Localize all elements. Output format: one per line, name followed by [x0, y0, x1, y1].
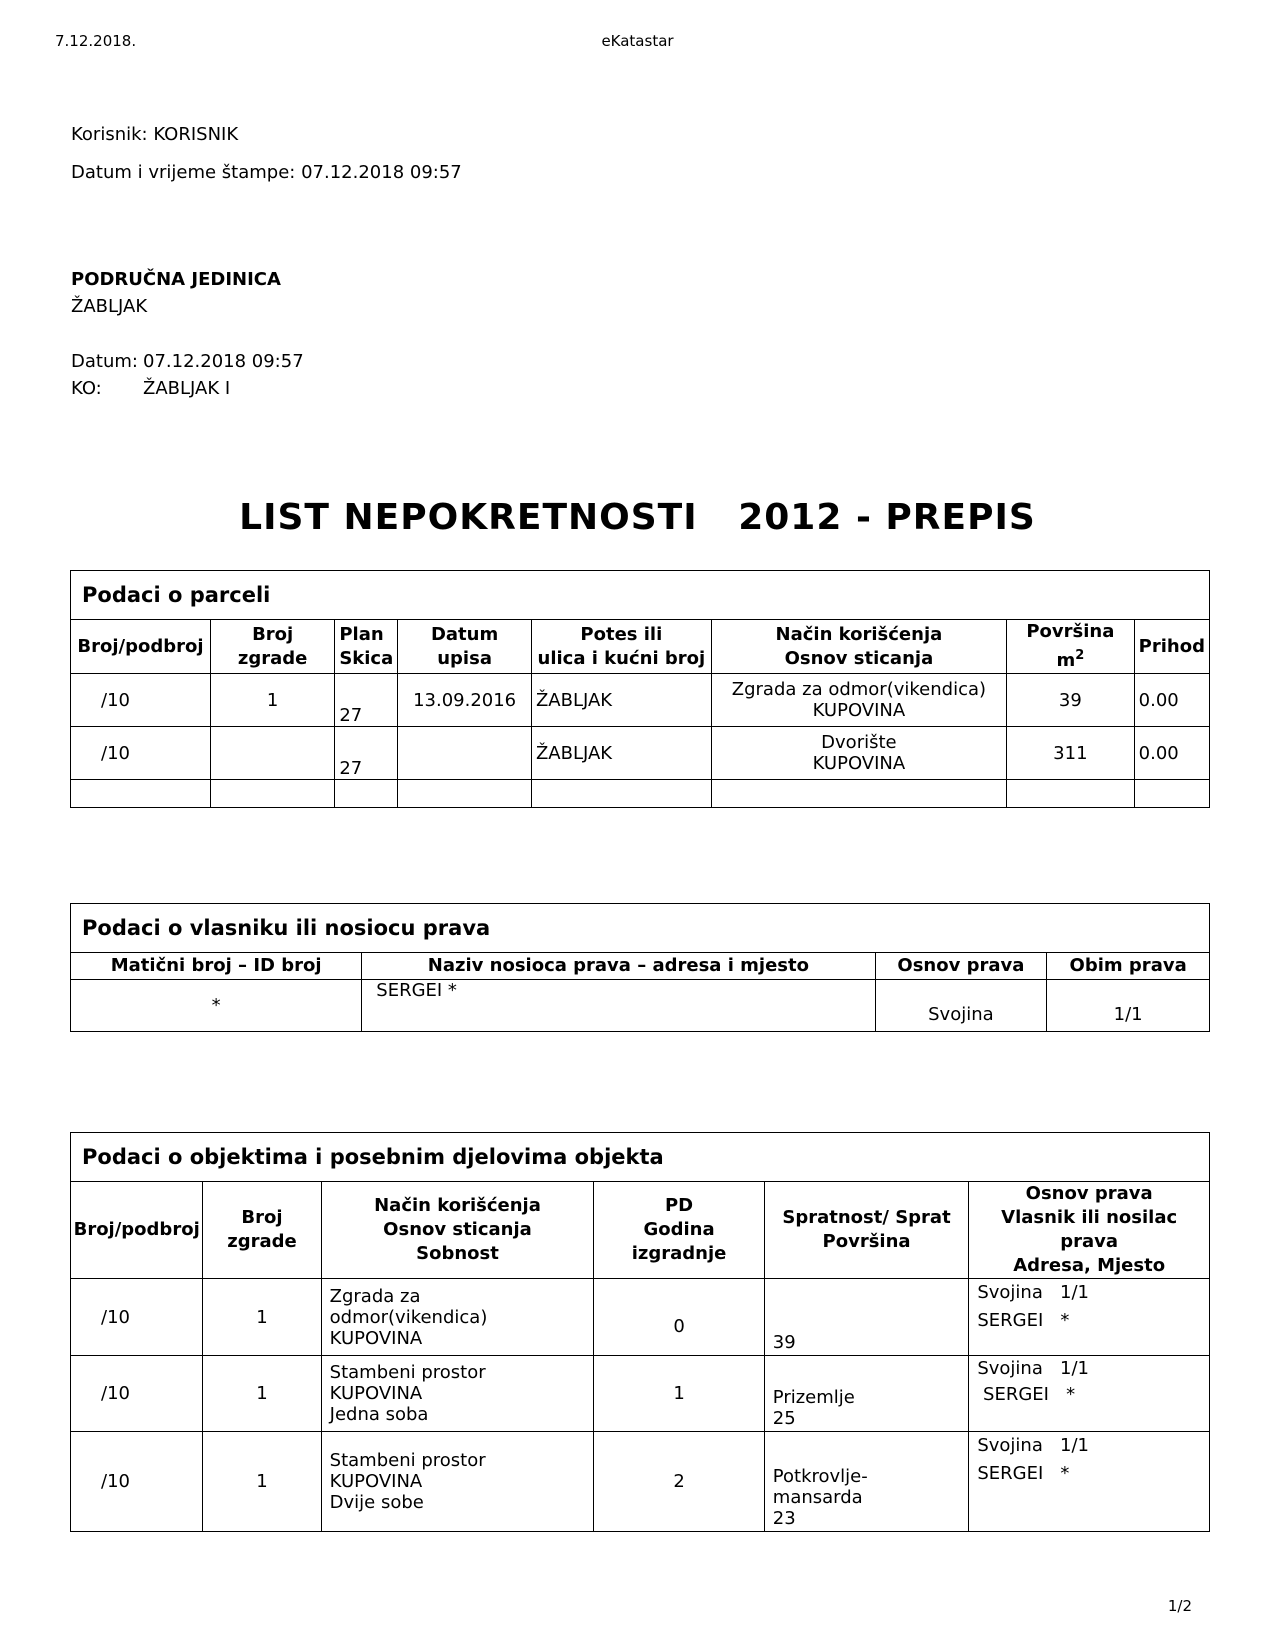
cell-zgrada: 1	[210, 674, 334, 727]
cell-potes: ŽABLJAK	[531, 727, 711, 780]
cell-broj: /10	[71, 727, 211, 780]
cell-nacin: Stambeni prostor KUPOVINA Dvije sobe	[321, 1432, 594, 1532]
cell-nacin: Stambeni prostor KUPOVINA Jedna soba	[321, 1356, 594, 1432]
col-naziv: Naziv nosioca prava – adresa i mjesto	[362, 953, 875, 980]
col-osnov: Osnov prava	[875, 953, 1047, 980]
cell-nacin: Zgrada za odmor(vikendica) KUPOVINA	[321, 1279, 594, 1356]
cell-pd: 1	[594, 1356, 764, 1432]
cell-vlasnik: Svojina 1/1 SERGEI *	[969, 1356, 1210, 1432]
objects-table	[70, 1132, 1210, 1532]
cell-nacin: Zgrada za odmor(vikendica) KUPOVINA	[711, 674, 1006, 727]
cell-zgrada: 1	[203, 1356, 321, 1432]
col-nacin: Način korišćenja Osnov sticanja	[711, 620, 1006, 674]
table-row	[71, 1432, 1210, 1532]
cell-id: *	[71, 980, 362, 1032]
table-row	[71, 1356, 1210, 1432]
cell-prihod: 0.00	[1134, 674, 1209, 727]
cell-sprat: Potkrovlje- mansarda 23	[764, 1432, 969, 1532]
parcel-section-title: Podaci o parceli	[71, 571, 1210, 620]
cell-sprat: 39	[764, 1279, 969, 1356]
cell-pd: 2	[594, 1432, 764, 1532]
col-sprat: Spratnost/ Sprat Površina	[764, 1182, 969, 1279]
cell-zgrada	[210, 727, 334, 780]
col-id: Matični broj – ID broj	[71, 953, 362, 980]
col-zgrada: Broj zgrade	[210, 620, 334, 674]
cell-vlasnik: Svojina 1/1 SERGEI *	[969, 1279, 1210, 1356]
print-time-value: 07.12.2018 09:57	[301, 162, 462, 183]
col-prihod: Prihod	[1134, 620, 1209, 674]
col-zgrada: Broj zgrade	[203, 1182, 321, 1279]
ko-label: KO:	[71, 378, 102, 399]
cell-broj: /10	[71, 1279, 203, 1356]
col-osnov: Osnov prava Vlasnik ili nosilac prava Adresa, Mjesto	[969, 1182, 1210, 1279]
cell-plan: 27	[335, 674, 398, 727]
ko-line	[71, 378, 230, 399]
cell-povrsina: 39	[1007, 674, 1135, 727]
cell-obim: 1/1	[1047, 980, 1210, 1032]
unit-title: PODRUČNA JEDINICA	[71, 269, 281, 290]
cell-vlasnik: Svojina 1/1 SERGEI *	[969, 1432, 1210, 1532]
page-number: 1/2	[1167, 1597, 1192, 1615]
unit-name: ŽABLJAK	[71, 296, 148, 317]
cell-sprat: Prizemlje 25	[764, 1356, 969, 1432]
user-value: KORISNIK	[153, 124, 239, 145]
cell-broj: /10	[71, 674, 211, 727]
table-row	[71, 1279, 1210, 1356]
parcel-header-row	[71, 620, 1210, 674]
ko-value: ŽABLJAK I	[143, 378, 231, 399]
owner-header-row	[71, 953, 1210, 980]
cell-zgrada: 1	[203, 1279, 321, 1356]
col-broj: Broj/podbroj	[71, 620, 211, 674]
col-pd: PD Godina izgradnje	[594, 1182, 764, 1279]
col-datum: Datum upisa	[398, 620, 532, 674]
print-time-line	[71, 162, 462, 183]
col-nacin: Način korišćenja Osnov sticanja Sobnost	[321, 1182, 594, 1279]
print-date: 7.12.2018.	[55, 32, 137, 50]
cell-broj: /10	[71, 1356, 203, 1432]
print-site-title: eKatastar	[601, 32, 674, 50]
col-obim: Obim prava	[1047, 953, 1210, 980]
table-row	[71, 980, 1210, 1032]
cell-povrsina: 311	[1007, 727, 1135, 780]
document-title: LIST NEPOKRETNOSTI 2012 - PREPIS	[239, 497, 1036, 538]
table-row-empty	[71, 780, 1210, 808]
cell-datum: 13.09.2016	[398, 674, 532, 727]
col-plan: Plan Skica	[335, 620, 398, 674]
col-broj: Broj/podbroj	[71, 1182, 203, 1279]
parcel-table	[70, 570, 1210, 808]
cell-nacin: Dvorište KUPOVINA	[711, 727, 1006, 780]
cell-osnov: Svojina	[875, 980, 1047, 1032]
user-label: Korisnik:	[71, 124, 148, 145]
cell-pd: 0	[594, 1279, 764, 1356]
print-time-label: Datum i vrijeme štampe:	[71, 162, 296, 183]
doc-date-line	[71, 351, 304, 372]
cell-zgrada: 1	[203, 1432, 321, 1532]
objects-section-title: Podaci o objektima i posebnim djelovima objekta	[71, 1133, 1210, 1182]
table-row	[71, 727, 1210, 780]
cell-broj: /10	[71, 1432, 203, 1532]
cell-plan: 27	[335, 727, 398, 780]
col-povrsina: Površina $m^2$	[1007, 620, 1135, 674]
cell-prihod: 0.00	[1134, 727, 1209, 780]
doc-date-value: 07.12.2018 09:57	[143, 351, 304, 372]
table-row	[71, 674, 1210, 727]
col-potes: Potes ili ulica i kućni broj	[531, 620, 711, 674]
doc-date-label: Datum:	[71, 351, 138, 372]
cell-datum	[398, 727, 532, 780]
objects-header-row	[71, 1182, 1210, 1279]
user-line	[71, 124, 238, 145]
owner-table	[70, 903, 1210, 1032]
cell-naziv: SERGEI *	[362, 980, 875, 1032]
owner-section-title: Podaci o vlasniku ili nosiocu prava	[71, 904, 1210, 953]
cell-potes: ŽABLJAK	[531, 674, 711, 727]
